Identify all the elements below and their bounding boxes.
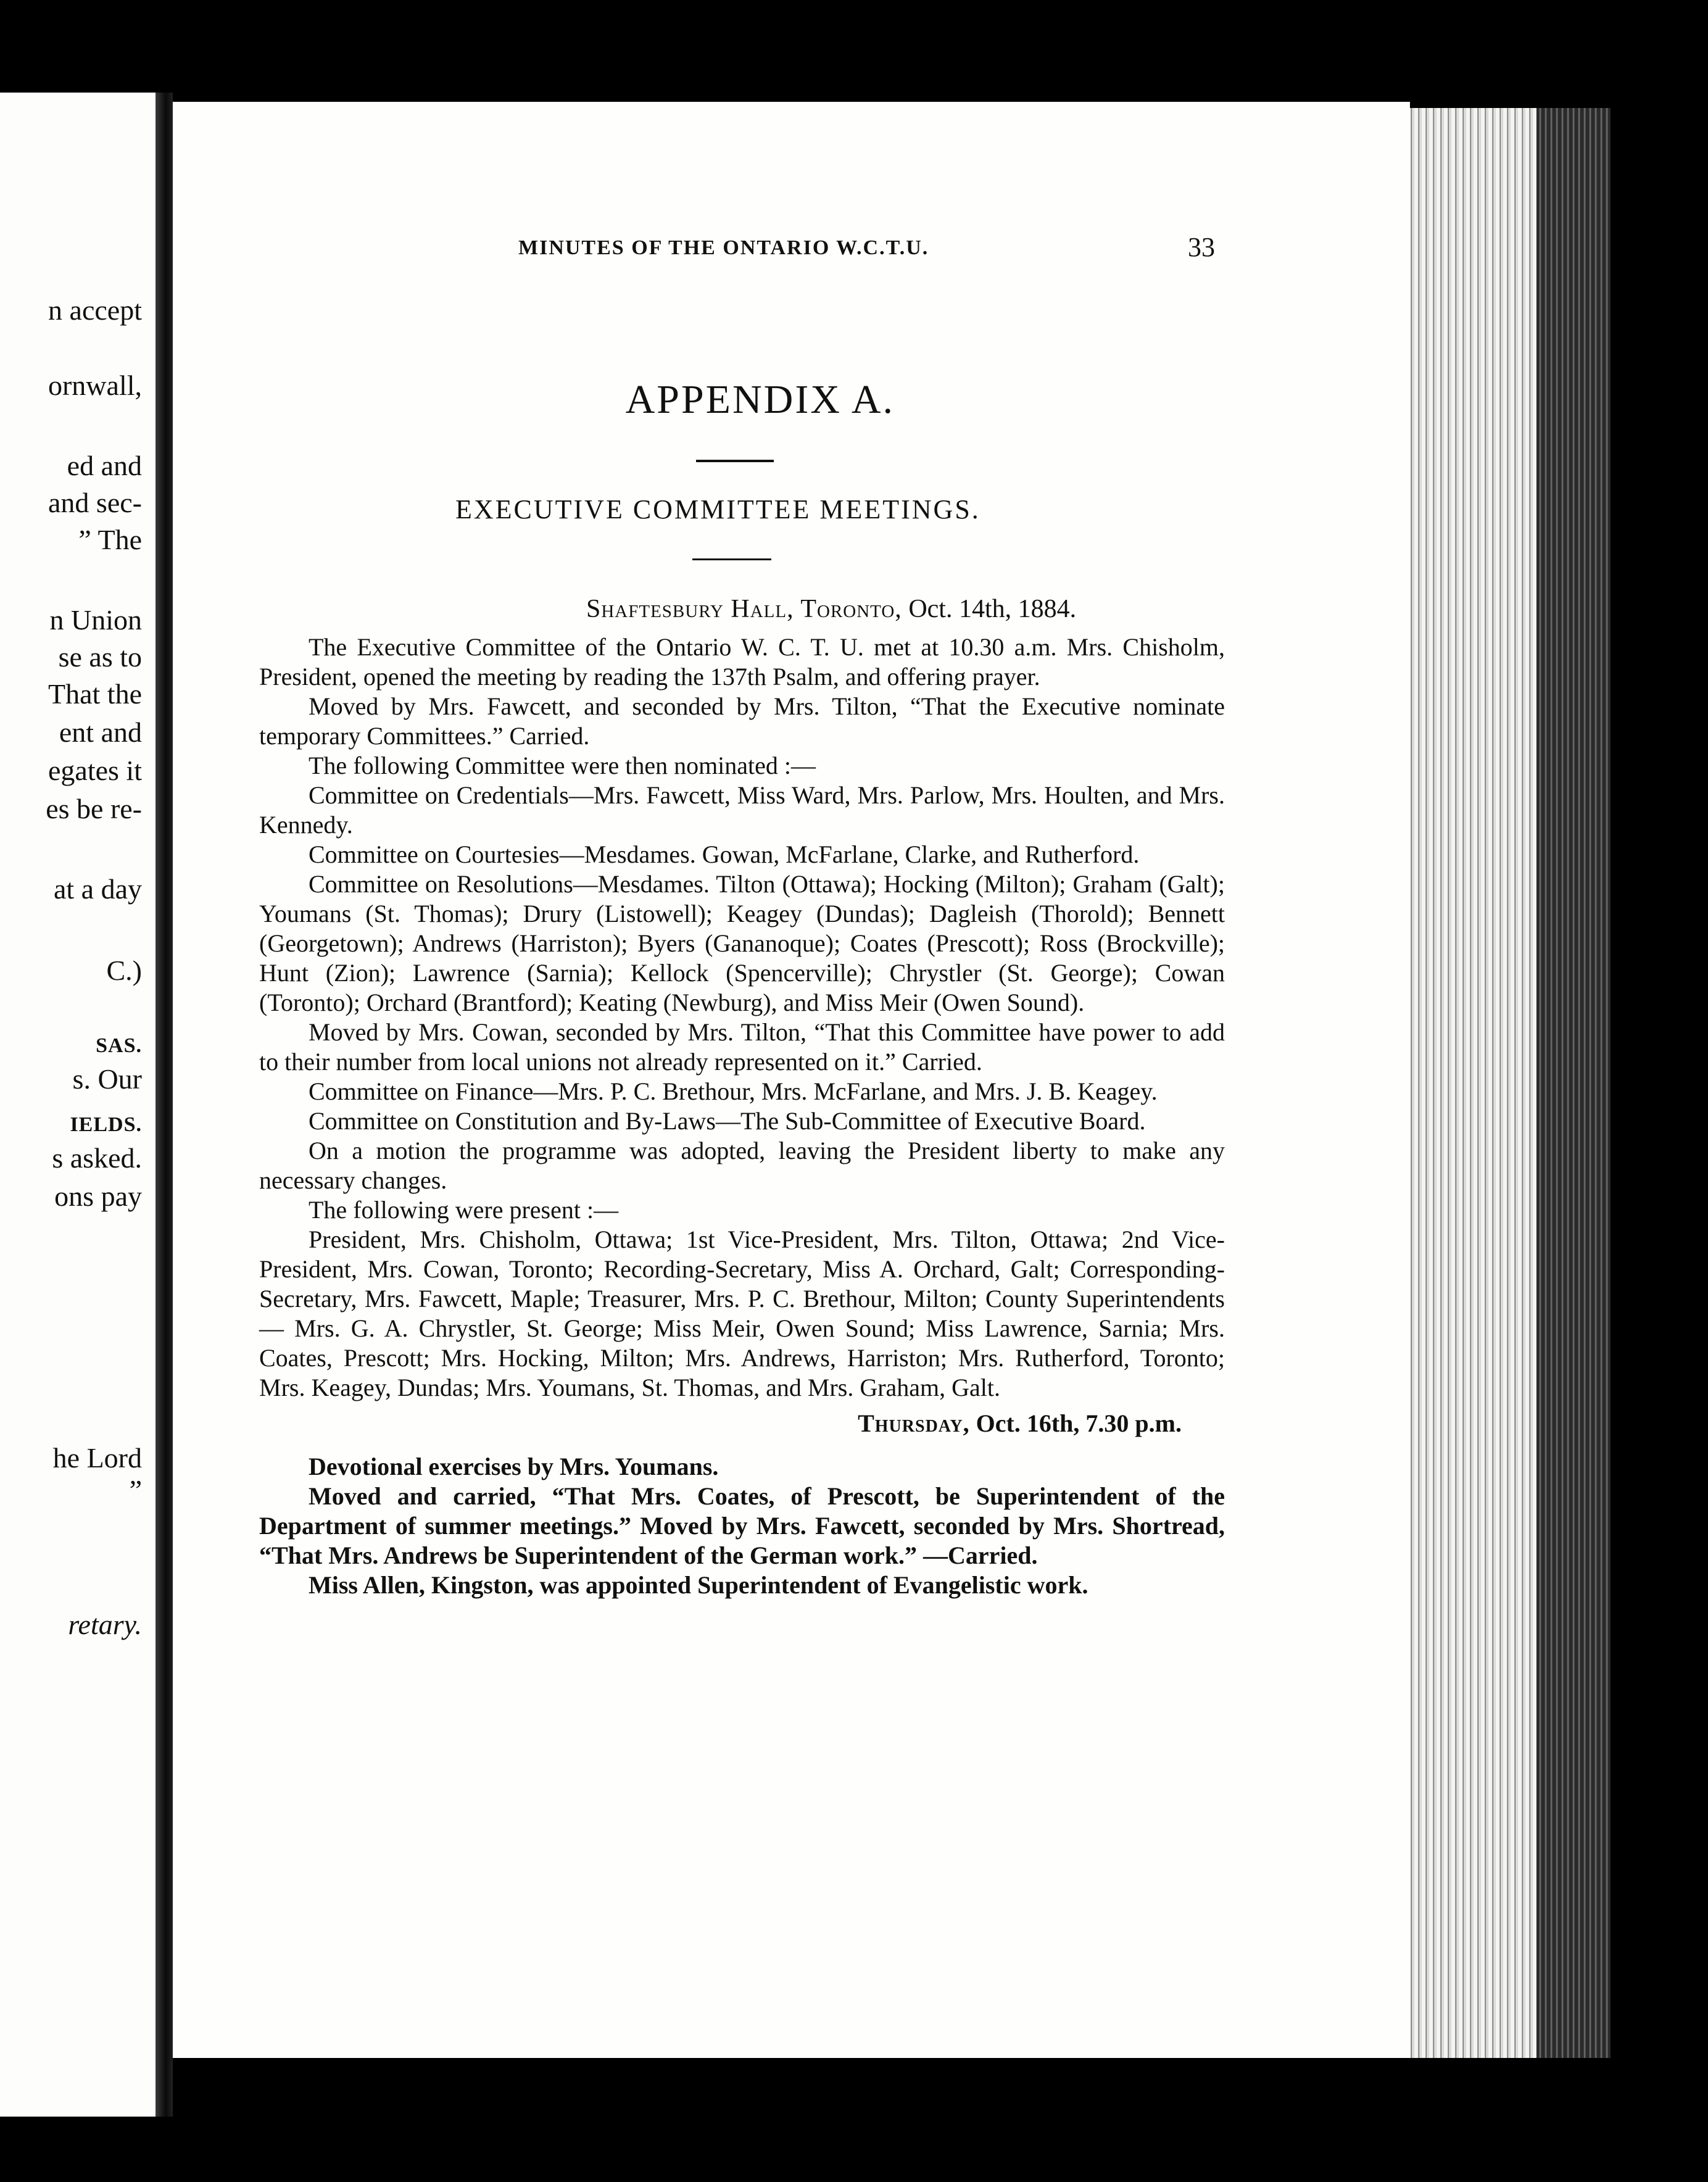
thursday-day: Thursday, [858, 1409, 970, 1437]
appendix-title-text: APPENDIX A. [625, 377, 895, 422]
appendix-title [173, 376, 895, 423]
left-fragment: s asked. [52, 1142, 142, 1174]
paragraph: Moved by Mrs. Cowan, seconded by Mrs. Tilton, “That this Committee have power to add to their number from local unions not already represented on it.” Carried. [259, 1018, 1225, 1076]
book-gutter [155, 93, 173, 2117]
left-fragment: n accept [48, 294, 142, 326]
paragraph: Committee on Constitution and By-Laws—The Sub-Committee of Executive Board. [309, 1107, 1146, 1135]
left-fragment: ed and [67, 450, 142, 481]
paragraph: Miss Allen, Kingston, was appointed Superintendent of Evangelistic work. [309, 1571, 1088, 1599]
paragraph: President, Mrs. Chisholm, Ottawa; 1st Vice-President, Mrs. Tilton, Ottawa; 2nd Vice-President, Mrs. Cowan, Toronto; Recording-Secretary, Miss A. Orchard, Galt; Corresponding-Secretary, Mrs. Fawcett, Maple; Treasurer, Mrs. P. C. Brethour, Milton; County Superintendents — Mrs. G. A. Chrystler, St. George; Miss Meir, Owen Sound; Miss Lawrence, Sarnia; Mrs. Coates, Prescott; Mrs. Hocking, Milton; Mrs. Andrews, Harriston; Mrs. Rutherford, Toronto; Mrs. Keagey, Dundas; Mrs. Youmans, St. Thomas, and Mrs. Graham, Galt. [259, 1226, 1225, 1401]
left-fragment: IELDS. [70, 1113, 142, 1136]
left-fragment: That the [48, 678, 142, 710]
paragraph: The following Committee were then nominated :— [309, 752, 816, 779]
minutes-body [259, 633, 1225, 1600]
left-fragment: C.) [106, 955, 142, 986]
meeting-place: Shaftesbury Hall, Toronto, [586, 595, 902, 623]
document-page [173, 102, 1410, 2058]
section-heading: EXECUTIVE COMMITTEE MEETINGS. [455, 494, 980, 525]
left-fragment: egates it [48, 755, 142, 786]
thursday-time: Oct. 16th, 7.30 p.m. [976, 1409, 1182, 1437]
divider-rule [692, 558, 771, 560]
left-fragment: retary. [68, 1609, 142, 1640]
paragraph: On a motion the programme was adopted, leaving the President liberty to make any necessary changes. [259, 1137, 1225, 1194]
paragraph: The following were present :— [309, 1196, 619, 1224]
meeting-date: Oct. 14th, 1884. [908, 595, 1077, 623]
paragraph: Moved and carried, “That Mrs. Coates, of Prescott, be Superintendent of the Department of summer meetings.” Moved by Mrs. Fawcett, seconded by Mrs. Shortread, “That Mrs. Andrews be Superintendent of the German work.” —Carried. [259, 1482, 1225, 1569]
left-fragment: es be re- [46, 793, 142, 824]
left-fragment: he Lord [52, 1442, 142, 1474]
running-head-title: MINUTES OF THE ONTARIO W.C.T.U. [518, 236, 929, 259]
divider-rule [696, 460, 774, 462]
left-fragment: at a day [53, 873, 142, 905]
meeting-date-line [586, 594, 1076, 624]
paragraph: Committee on Courtesies—Mesdames. Gowan, McFarlane, Clarke, and Rutherford. [309, 840, 1140, 868]
paragraph: The Executive Committee of the Ontario W. C. T. U. met at 10.30 a.m. Mrs. Chisholm, President, opened the meeting by reading the 137th Psalm, and offering prayer. [259, 633, 1225, 691]
left-fragment: SAS. [96, 1034, 142, 1057]
page-edges [1407, 108, 1611, 2058]
paragraph: Committee on Resolutions—Mesdames. Tilton (Ottawa); Hocking (Milton); Graham (Galt); Youmans (St. Thomas); Drury (Listowell); Keagey (Dundas); Dagleish (Thorold); Bennett (Georgetown); Andrews (Harriston); Byers (Gananoque); Coates (Prescott); Ross (Brockville); Hunt (Zion); Lawrence (Sarnia); Kellock (Spencerville); Chrystler (St. George); Cowan (Toronto); Orchard (Brantford); Keating (Newburg), and Miss Meir (Owen Sound). [259, 870, 1225, 1016]
left-fragment: ” [129, 1474, 142, 1506]
thursday-date-line [259, 1409, 1225, 1438]
left-fragment: se as to [58, 641, 142, 673]
left-fragment: ” The [78, 524, 142, 555]
left-fragment: ornwall, [48, 370, 142, 401]
paragraph: Devotional exercises by Mrs. Youmans. [309, 1453, 719, 1480]
paragraph: Moved by Mrs. Fawcett, and seconded by Mrs. Tilton, “That the Executive nominate temporary Committees.” Carried. [259, 692, 1225, 750]
left-fragment: n Union [49, 604, 142, 636]
left-fragment: and sec- [48, 487, 142, 518]
left-fragment: ons pay [54, 1180, 142, 1212]
left-fragment: s. Our [72, 1063, 142, 1095]
left-fragment: ent and [59, 716, 142, 748]
paragraph: Committee on Finance—Mrs. P. C. Brethour, Mrs. McFarlane, and Mrs. J. B. Keagey. [309, 1077, 1158, 1105]
page-number: 33 [1188, 232, 1215, 262]
left-facing-page [0, 93, 155, 2117]
paragraph: Committee on Credentials—Mrs. Fawcett, Miss Ward, Mrs. Parlow, Mrs. Houlten, and Mrs. Kennedy. [259, 781, 1225, 839]
